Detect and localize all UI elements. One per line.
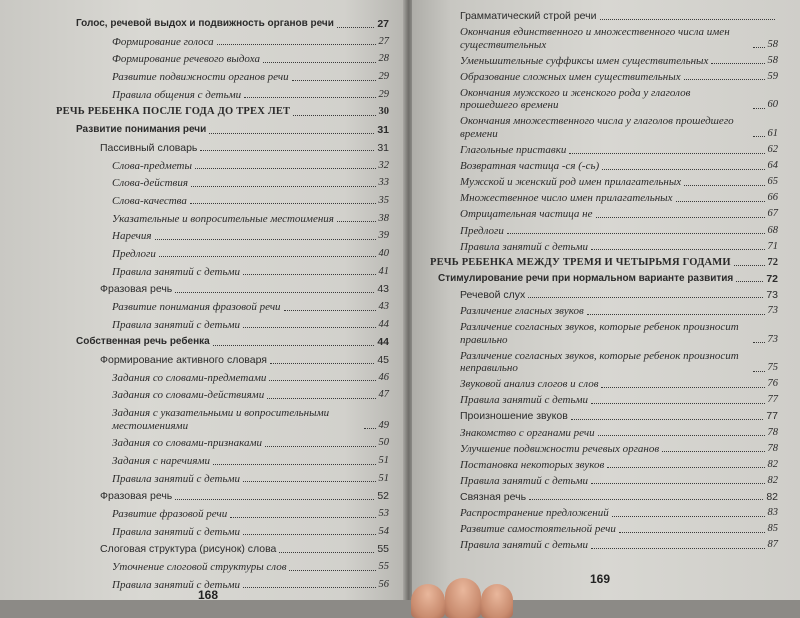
dot-leader bbox=[753, 46, 765, 48]
dot-leader bbox=[619, 531, 765, 533]
toc-entry bbox=[56, 526, 389, 539]
toc-entry-page-number: 44 bbox=[378, 318, 389, 330]
toc-entry-title: Правила занятий с детьми bbox=[460, 394, 588, 407]
dot-leader bbox=[612, 515, 765, 517]
toc-entry-page-number: 67 bbox=[767, 208, 778, 220]
toc-entry bbox=[56, 195, 389, 208]
toc-entry bbox=[56, 266, 389, 279]
dot-leader bbox=[191, 185, 376, 187]
dot-leader bbox=[155, 238, 376, 240]
dot-leader bbox=[190, 202, 376, 204]
toc-entry-title: Уменьшительные суффиксы имен существительных bbox=[460, 54, 709, 67]
toc-entry bbox=[56, 89, 389, 102]
toc-entry bbox=[56, 455, 389, 468]
toc-entry bbox=[430, 475, 778, 488]
dot-leader bbox=[175, 498, 374, 500]
toc-entry-title: Улучшение подвижности речевых органов bbox=[460, 442, 660, 455]
dot-leader bbox=[753, 341, 765, 343]
toc-entry bbox=[430, 225, 778, 238]
dot-leader bbox=[601, 386, 764, 388]
toc-entry-title: Правила занятий с детьми bbox=[460, 474, 588, 487]
toc-entry-page-number: 65 bbox=[767, 176, 778, 188]
toc-entry-page-number: 38 bbox=[378, 212, 389, 224]
toc-entry-title: Развитие понимания речи bbox=[76, 124, 207, 136]
dot-leader bbox=[243, 586, 376, 588]
toc-entry-title: Постановка некоторых звуков bbox=[460, 458, 605, 471]
toc-entry-title: Формирование голоса bbox=[112, 35, 214, 48]
dot-leader bbox=[269, 379, 375, 381]
dot-leader bbox=[676, 200, 765, 202]
toc-entry bbox=[430, 350, 778, 375]
dot-leader bbox=[263, 61, 376, 63]
toc-entry-page-number: 56 bbox=[378, 578, 389, 590]
toc-entry bbox=[56, 160, 389, 173]
toc-entry-page-number: 52 bbox=[377, 490, 389, 503]
toc-entry-title: Окончания единственного и множественного числа имен существительных bbox=[460, 26, 730, 51]
toc-entry-page-number: 87 bbox=[767, 539, 778, 551]
toc-entry-title: Правила занятий с детьми bbox=[112, 578, 240, 591]
toc-entry-page-number: 27 bbox=[377, 18, 389, 30]
dot-leader bbox=[243, 533, 376, 535]
toc-entry-page-number: 68 bbox=[767, 224, 778, 236]
toc-entry-title: Голос, речевой выдох и подвижность органов речи bbox=[76, 18, 334, 29]
toc-entry-title: Задания с указательными и вопросительными местоимениями bbox=[112, 407, 330, 432]
dot-leader bbox=[209, 132, 374, 134]
toc-entry bbox=[430, 427, 778, 440]
toc-entry-title: Окончания множественного числа у глаголов прошедшего времени bbox=[460, 115, 734, 140]
toc-entry bbox=[430, 257, 778, 270]
toc-entry-page-number: 61 bbox=[767, 127, 778, 139]
toc-entry-title: Предлоги bbox=[460, 224, 504, 237]
toc-entry-page-number: 45 bbox=[377, 354, 389, 367]
toc-entry bbox=[430, 10, 778, 23]
toc-entry-page-number: 71 bbox=[767, 240, 778, 252]
toc-entry-page-number: 47 bbox=[378, 389, 389, 401]
toc-entry-title: Слоговая структура (рисунок) слова bbox=[100, 543, 277, 556]
dot-leader bbox=[337, 26, 374, 28]
toc-entry-page-number: 28 bbox=[378, 53, 389, 65]
toc-entry-page-number: 59 bbox=[767, 70, 778, 82]
toc-entry-page-number: 33 bbox=[378, 177, 389, 189]
toc-entry-title: РЕЧЬ РЕБЕНКА МЕЖДУ ТРЕМЯ И ЧЕТЫРЬМЯ ГОДАМИ bbox=[430, 256, 731, 268]
dot-leader bbox=[591, 547, 765, 549]
toc-entry-title: Множественное число имен прилагательных bbox=[460, 192, 673, 205]
toc-entry bbox=[430, 26, 778, 51]
dot-leader bbox=[587, 313, 765, 315]
toc-entry bbox=[430, 443, 778, 456]
dot-leader bbox=[243, 480, 376, 482]
toc-entry bbox=[56, 36, 389, 49]
dot-leader bbox=[289, 569, 375, 571]
toc-entry-title: Глагольные приставки bbox=[460, 144, 567, 157]
finger bbox=[445, 578, 481, 618]
toc-entry-title: Стимулирование речи при нормальном варианте развития bbox=[438, 272, 734, 284]
toc-entry-title: Задания со словами-предметами bbox=[112, 371, 267, 384]
page-number-left: 168 bbox=[198, 588, 219, 600]
toc-entry-title: Указательные и вопросительные местоимения bbox=[112, 212, 334, 225]
toc-entry-page-number: 43 bbox=[377, 283, 389, 296]
toc-entry bbox=[430, 523, 778, 536]
toc-entry bbox=[56, 71, 389, 84]
toc-entry-title: Собственная речь ребенка bbox=[76, 336, 210, 348]
toc-entry-title: Задания со словами-признаками bbox=[112, 437, 263, 450]
toc-entry-page-number: 55 bbox=[378, 561, 389, 573]
dot-leader bbox=[337, 220, 376, 222]
toc-entry bbox=[430, 507, 778, 520]
toc-entry bbox=[430, 491, 778, 504]
toc-entry-title: Окончания мужского и женского рода у глаголов прошедшего времени bbox=[460, 86, 691, 112]
dot-leader bbox=[244, 96, 375, 98]
dot-leader bbox=[267, 397, 375, 399]
toc-entry-title: Правила общения с детьми bbox=[112, 88, 242, 101]
toc-entry-page-number: 53 bbox=[378, 508, 389, 520]
toc-entry-page-number: 54 bbox=[378, 525, 389, 537]
toc-entry-page-number: 78 bbox=[767, 426, 778, 438]
right-page bbox=[412, 0, 800, 600]
dot-leader bbox=[284, 309, 376, 311]
dot-leader bbox=[213, 463, 375, 465]
dot-leader bbox=[270, 362, 374, 364]
toc-entry-title: Правила занятий с детьми bbox=[112, 472, 240, 485]
toc-entry bbox=[56, 301, 389, 314]
dot-leader bbox=[591, 248, 765, 250]
toc-entry-page-number: 75 bbox=[767, 362, 778, 374]
toc-entry bbox=[56, 561, 389, 574]
toc-entry bbox=[430, 160, 778, 173]
toc-entry-title: Наречия bbox=[112, 230, 152, 243]
page-number-right: 169 bbox=[590, 572, 611, 586]
toc-entry-page-number: 30 bbox=[378, 106, 389, 118]
toc-entry-title: Различение гласных звуков bbox=[460, 305, 584, 317]
toc-entry-page-number: 40 bbox=[378, 247, 389, 259]
toc-entry-title: Правила занятий с детьми bbox=[112, 318, 240, 331]
dot-leader bbox=[159, 255, 376, 257]
dot-leader bbox=[507, 232, 765, 234]
toc-entry bbox=[430, 289, 778, 302]
dot-leader bbox=[265, 445, 375, 447]
toc-entry-page-number: 29 bbox=[378, 71, 389, 83]
toc-entry bbox=[56, 53, 389, 66]
toc-entry bbox=[56, 248, 389, 261]
toc-entry-title: Речевой слух bbox=[460, 288, 526, 301]
toc-entry-page-number: 49 bbox=[378, 419, 389, 431]
toc-entry-page-number: 73 bbox=[766, 288, 778, 301]
dot-leader bbox=[529, 498, 763, 500]
toc-entry-page-number: 82 bbox=[767, 458, 778, 470]
dot-leader bbox=[591, 482, 765, 484]
toc-entry-page-number: 82 bbox=[766, 490, 778, 503]
finger bbox=[481, 584, 513, 618]
toc-entry-title: Слова-предметы bbox=[112, 159, 192, 172]
dot-leader bbox=[293, 114, 375, 116]
toc-entry-title: Правила занятий с детьми bbox=[460, 240, 588, 253]
toc-entry-page-number: 51 bbox=[378, 455, 389, 466]
toc-entry bbox=[56, 508, 389, 521]
toc-entry-title: Связная речь bbox=[460, 490, 527, 503]
toc-entry bbox=[430, 208, 778, 221]
dot-leader bbox=[607, 466, 764, 468]
toc-entry-page-number: 66 bbox=[767, 192, 778, 204]
toc-entry-page-number: 76 bbox=[767, 378, 778, 390]
toc-entry bbox=[430, 115, 778, 140]
toc-entry-title: Фразовая речь bbox=[100, 490, 173, 503]
dot-leader bbox=[684, 78, 765, 80]
toc-entry-page-number: 50 bbox=[378, 437, 389, 449]
toc-entry bbox=[56, 543, 389, 556]
toc-entry bbox=[56, 336, 389, 349]
dot-leader bbox=[662, 450, 764, 452]
toc-entry bbox=[56, 473, 389, 486]
toc-entry-title: Образование сложных имен существительных bbox=[460, 70, 681, 83]
toc-entry-title: Знакомство с органами речи bbox=[460, 426, 595, 439]
toc-entry-page-number: 62 bbox=[767, 144, 778, 156]
dot-leader bbox=[571, 418, 764, 420]
dot-leader bbox=[569, 152, 764, 154]
toc-entry-page-number: 31 bbox=[377, 124, 389, 137]
dot-leader bbox=[711, 62, 764, 64]
toc-entry bbox=[56, 106, 389, 119]
toc-entry-page-number: 73 bbox=[767, 305, 778, 316]
toc-entry-page-number: 85 bbox=[767, 523, 778, 535]
dot-leader bbox=[753, 135, 765, 137]
toc-entry-title: Слова-качества bbox=[112, 194, 187, 207]
toc-entry bbox=[430, 55, 778, 68]
toc-entry bbox=[430, 87, 778, 112]
toc-entry-page-number: 72 bbox=[767, 256, 778, 268]
dot-leader bbox=[292, 79, 376, 81]
toc-entry bbox=[56, 490, 389, 503]
dot-leader bbox=[598, 434, 765, 436]
table-of-contents-left bbox=[56, 18, 389, 591]
toc-entry-title: Предлоги bbox=[112, 247, 156, 260]
toc-entry-title: Различение согласных звуков, которые ребенок произносит правильно bbox=[460, 321, 739, 346]
toc-entry bbox=[430, 144, 778, 157]
toc-entry bbox=[56, 18, 389, 31]
toc-entry-page-number: 58 bbox=[767, 54, 778, 66]
toc-entry bbox=[56, 213, 389, 226]
toc-entry bbox=[56, 142, 389, 155]
toc-entry-page-number: 72 bbox=[766, 272, 778, 285]
toc-entry-page-number: 60 bbox=[767, 99, 778, 111]
dot-leader bbox=[243, 326, 376, 328]
dot-leader bbox=[684, 184, 764, 186]
toc-entry-title: Формирование активного словаря bbox=[100, 354, 267, 367]
toc-entry bbox=[430, 394, 778, 407]
toc-entry-title: Фразовая речь bbox=[100, 283, 173, 296]
toc-entry-title: РЕЧЬ РЕБЕНКА ПОСЛЕ ГОДА ДО ТРЕХ ЛЕТ bbox=[56, 106, 291, 118]
toc-entry-title: Слова-действия bbox=[112, 177, 188, 190]
dot-leader bbox=[600, 18, 776, 20]
toc-entry-title: Отрицательная частица не bbox=[460, 208, 593, 221]
toc-entry-page-number: 77 bbox=[767, 394, 778, 406]
toc-entry-page-number: 35 bbox=[378, 194, 389, 206]
toc-entry bbox=[430, 378, 778, 391]
dot-leader bbox=[591, 402, 765, 404]
toc-entry-title: Пассивный словарь bbox=[100, 141, 198, 154]
toc-entry-title: Правила занятий с детьми bbox=[112, 525, 240, 538]
dot-leader bbox=[213, 344, 375, 346]
toc-entry-title: Развитие понимания фразовой речи bbox=[112, 301, 281, 313]
toc-entry-page-number: 78 bbox=[767, 442, 778, 454]
dot-leader bbox=[279, 551, 374, 553]
toc-entry-page-number: 46 bbox=[378, 371, 389, 383]
finger bbox=[411, 584, 445, 618]
dot-leader bbox=[736, 280, 763, 282]
toc-entry-page-number: 41 bbox=[378, 265, 389, 277]
toc-entry-page-number: 43 bbox=[378, 301, 389, 312]
toc-entry-page-number: 55 bbox=[377, 543, 389, 556]
toc-entry-page-number: 73 bbox=[767, 333, 778, 345]
dot-leader bbox=[602, 168, 764, 170]
toc-entry-page-number: 31 bbox=[377, 141, 389, 154]
fingers-holding-book bbox=[405, 568, 515, 608]
toc-entry-title: Задания с наречиями bbox=[112, 455, 211, 467]
toc-entry bbox=[56, 354, 389, 367]
toc-entry-title: Правила занятий с детьми bbox=[112, 265, 240, 278]
toc-entry-page-number: 51 bbox=[378, 472, 389, 484]
toc-entry bbox=[56, 389, 389, 402]
toc-entry-title: Уточнение слоговой структуры слов bbox=[112, 561, 287, 574]
toc-entry-page-number: 39 bbox=[378, 230, 389, 242]
table-of-contents-right bbox=[430, 10, 778, 552]
toc-entry-page-number: 58 bbox=[767, 38, 778, 50]
toc-entry bbox=[56, 437, 389, 450]
dot-leader bbox=[200, 149, 374, 151]
toc-entry bbox=[56, 579, 389, 592]
toc-entry-title: Мужской и женский род имен прилагательных bbox=[460, 176, 682, 189]
dot-leader bbox=[753, 370, 765, 372]
toc-entry-title: Правила занятий с детьми bbox=[460, 539, 588, 552]
toc-entry bbox=[56, 177, 389, 190]
dot-leader bbox=[243, 273, 376, 275]
toc-entry bbox=[430, 321, 778, 346]
toc-entry bbox=[56, 230, 389, 243]
toc-entry-title: Формирование речевого выдоха bbox=[112, 53, 260, 66]
toc-entry-title: Развитие самостоятельной речи bbox=[460, 523, 616, 536]
toc-entry bbox=[56, 372, 389, 385]
dot-leader bbox=[217, 43, 376, 45]
toc-entry-title: Распространение предложений bbox=[460, 507, 609, 520]
dot-leader bbox=[364, 427, 376, 429]
toc-entry bbox=[430, 273, 778, 286]
toc-entry-page-number: 27 bbox=[378, 35, 389, 47]
toc-entry-page-number: 77 bbox=[766, 410, 778, 423]
toc-entry-title: Грамматический строй речи bbox=[460, 10, 597, 22]
toc-entry-page-number: 29 bbox=[378, 88, 389, 100]
toc-entry-title: Задания со словами-действиями bbox=[112, 389, 265, 402]
toc-entry-title: Звуковой анализ слогов и слов bbox=[460, 378, 599, 391]
toc-entry-page-number: 83 bbox=[767, 507, 778, 519]
toc-entry-page-number: 44 bbox=[377, 336, 389, 349]
dot-leader bbox=[528, 296, 763, 298]
toc-entry-page-number: 32 bbox=[378, 159, 389, 171]
toc-entry bbox=[430, 71, 778, 84]
dot-leader bbox=[753, 107, 765, 109]
dot-leader bbox=[175, 291, 374, 293]
toc-entry-page-number: 82 bbox=[767, 474, 778, 486]
toc-entry bbox=[430, 176, 778, 189]
toc-entry bbox=[56, 319, 389, 332]
dot-leader bbox=[734, 264, 765, 266]
toc-entry bbox=[430, 305, 778, 318]
toc-entry bbox=[56, 407, 389, 432]
dot-leader bbox=[230, 516, 375, 518]
toc-entry-title: Возвратная частица -ся (-сь) bbox=[460, 160, 600, 173]
toc-entry-title: Развитие подвижности органов речи bbox=[112, 71, 289, 84]
toc-entry bbox=[430, 539, 778, 552]
toc-entry-title: Различение согласных звуков, которые ребенок произносит неправильно bbox=[460, 349, 739, 375]
toc-entry-page-number: 64 bbox=[767, 160, 778, 172]
toc-entry bbox=[430, 459, 778, 472]
toc-entry bbox=[56, 124, 389, 137]
dot-leader bbox=[596, 216, 765, 218]
dot-leader bbox=[195, 167, 376, 169]
toc-entry bbox=[56, 283, 389, 296]
toc-entry bbox=[430, 410, 778, 423]
toc-entry bbox=[430, 241, 778, 254]
toc-entry-title: Развитие фразовой речи bbox=[112, 508, 228, 521]
left-page bbox=[0, 0, 405, 600]
toc-entry-title: Произношение звуков bbox=[460, 410, 568, 423]
toc-entry bbox=[430, 192, 778, 205]
